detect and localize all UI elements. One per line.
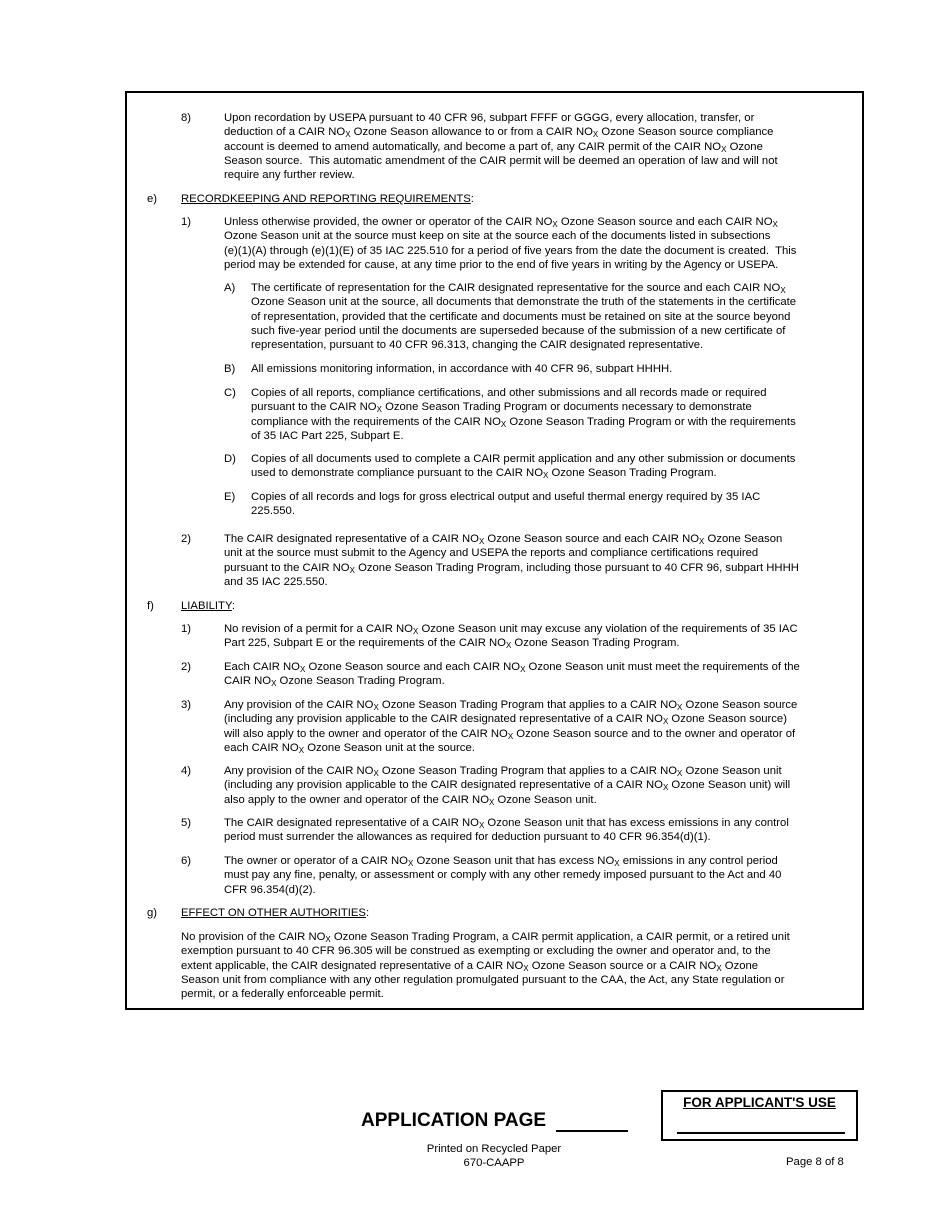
section-g-heading: [181, 906, 369, 920]
text-line: extent applicable, the CAIR designated representative of a CAIR $NO_X$ Ozone Season source or a CAIR $NO_X$ Ozone: [181, 959, 759, 973]
section-e-item-2-number: 2): [181, 533, 192, 545]
text-line: Each CAIR $NO_X$ Ozone Season source and each CAIR $NO_X$ Ozone Season unit must meet the requirements of the: [224, 661, 800, 674]
section-e-title: RECORDKEEPING AND REPORTING REQUIREMENTS: [181, 193, 471, 205]
subitem-c-label: C): [224, 387, 236, 399]
text-line: permit, or a federally enforceable permit.: [181, 988, 384, 1001]
text-line: require any further review.: [224, 169, 355, 182]
text-line: Part 225, Subpart E or the requirements of the CAIR $NO_X$ Ozone Season Trading Program.: [224, 637, 680, 651]
text-line: unit at the source must submit to the Agency and USEPA the reports and compliance certifications required: [224, 547, 759, 560]
text-line: Copies of all records and logs for gross electrical output and useful thermal energy required by 35 IAC: [251, 491, 761, 503]
text-line: (including any provision applicable to the CAIR designated representative of a CAIR $NO_X$ Ozone Season unit) will: [224, 779, 791, 793]
text-line: Unless otherwise provided, the owner or operator of the CAIR $NO_X$ Ozone Season source and each CAIR $NO_X$: [224, 216, 778, 229]
subitem-d-label: D): [224, 453, 236, 465]
text-line: Season unit from compliance with any other regulation promulgated pursuant to the CAA, the Act, any State regulation or: [181, 973, 785, 986]
section-e-item-1-number: 1): [181, 216, 192, 228]
text-line: Ozone Season unit at the source, all documents that demonstrate the truth of the statements in the certificate: [251, 296, 797, 309]
printed-on-recycled-paper: Printed on Recycled Paper: [426, 1143, 562, 1155]
text-line: will also apply to the owner and operator of the CAIR $NO_X$ Ozone Season source and to the owner and operator of: [224, 727, 796, 741]
application-page-number-blank: [556, 1130, 628, 1132]
subitem-d-text: [251, 452, 795, 481]
text-line: period must surrender the allowances as required for deduction pursuant to 40 CFR 96.354(d)(1).: [224, 831, 711, 844]
section-f-item-2-text: [224, 660, 800, 689]
text-line: period may be extended for cause, at any time prior to the end of five years in writing by the Agency or USEPA.: [224, 258, 779, 271]
text-line: Upon recordation by USEPA pursuant to 40 CFR 96, subpart FFFF or GGGG, every allocation, transfer, or: [224, 112, 755, 124]
subitem-b-text: [251, 362, 672, 376]
section-f-item-1-text: [224, 622, 798, 651]
section-f-item-6-text: [224, 854, 781, 897]
text-line: The CAIR designated representative of a CAIR $NO_X$ Ozone Season unit that has excess emissions in any control: [224, 817, 789, 830]
text-line: pursuant to the CAIR $NO_X$ Ozone Season Trading Program, including those pursuant to 40 CFR 96, subpart HHHH: [224, 561, 799, 575]
text-line: The CAIR designated representative of a CAIR $NO_X$ Ozone Season source and each CAIR $NO_X$ Ozone Season: [224, 533, 783, 546]
section-f-label: f): [147, 600, 154, 612]
text-line: used to demonstrate compliance pursuant to the CAIR $NO_X$ Ozone Season Trading Program.: [251, 467, 717, 481]
section-e-item-2-text: [224, 532, 799, 589]
section-f-heading: [181, 599, 235, 613]
text-line: Copies of all reports, compliance certifications, and other submissions and all records made or required: [251, 387, 767, 399]
text-line: representation, pursuant to 40 CFR 96.313, changing the CAIR designated representative.: [251, 339, 704, 352]
section-g-colon: :: [365, 907, 370, 919]
text-line: 225.550.: [251, 505, 295, 518]
subitem-a-text: [251, 281, 796, 352]
item-8-number: 8): [181, 112, 192, 124]
text-line: The owner or operator of a CAIR $NO_X$ Ozone Season unit that has excess $NO_X$ emissions in any control period: [224, 855, 778, 868]
text-line: such five-year period until the documents are superseded because of the submission of a new certificate of: [251, 324, 786, 337]
subitem-e-text: [251, 490, 760, 519]
form-code: 670-CAAPP: [463, 1157, 525, 1169]
text-line: CFR 96.354(d)(2).: [224, 883, 316, 896]
section-f-item-2-number: 2): [181, 661, 192, 673]
section-f-item-1-number: 1): [181, 623, 192, 635]
text-line: compliance with the requirements of the CAIR $NO_X$ Ozone Season Trading Program or with the requirements: [251, 415, 796, 429]
section-e-item-1-text: [224, 215, 796, 272]
applicant-use-title: FOR APPLICANT'S USE: [683, 1095, 836, 1110]
applicant-use-blank-line: [677, 1132, 845, 1134]
page-number: Page 8 of 8: [786, 1156, 844, 1168]
text-line: (including any provision applicable to the CAIR designated representative of a CAIR $NO_X$ Ozone Season source): [224, 713, 787, 727]
subitem-b-label: B): [224, 363, 236, 375]
text-line: No revision of a permit for a CAIR $NO_X$ Ozone Season unit may excuse any violation of the requirements of 35 IAC: [224, 623, 798, 636]
application-page-title: APPLICATION PAGE: [361, 1110, 547, 1131]
section-f-item-6-number: 6): [181, 855, 192, 867]
text-line: Season source. This automatic amendment of the CAIR permit will be deemed an operation of law and will not: [224, 154, 778, 167]
section-e-colon: :: [470, 193, 474, 205]
section-e-heading: [181, 192, 474, 206]
text-line: CAIR $NO_X$ Ozone Season Trading Program.: [224, 675, 445, 689]
section-g-text: [181, 930, 790, 1001]
section-f-item-3-text: [224, 698, 797, 755]
text-line: All emissions monitoring information, in accordance with 40 CFR 96, subpart HHHH.: [251, 363, 673, 375]
text-line: pursuant to the CAIR $NO_X$ Ozone Season Trading Program or documents necessary to demonstrate: [251, 401, 752, 415]
section-g-label: g): [147, 907, 158, 919]
text-line: of representation, provided that the certificate and documents must be retained on site at the source beyond: [251, 310, 791, 323]
text-line: also apply to the owner and operator of the CAIR $NO_X$ Ozone Season unit.: [224, 793, 597, 807]
text-line: Any provision of the CAIR $NO_X$ Ozone Season Trading Program that applies to a CAIR $NO_X$ Ozone Season source: [224, 699, 798, 712]
section-f-item-4-number: 4): [181, 765, 192, 777]
applicant-use-box: [661, 1090, 858, 1141]
section-f-item-4-text: [224, 764, 790, 807]
section-f-item-3-number: 3): [181, 699, 192, 711]
text-line: Any provision of the CAIR $NO_X$ Ozone Season Trading Program that applies to a CAIR $NO_X$ Ozone Season unit: [224, 765, 782, 778]
text-line: (e)(1)(A) through (e)(1)(E) of 35 IAC 225.510 for a period of five years from the date the document is created. This: [224, 244, 797, 257]
section-e-label: e): [147, 193, 158, 205]
text-line: The certificate of representation for the CAIR designated representative for the source and each CAIR $NO_X$: [251, 282, 786, 295]
text-line: No provision of the CAIR $NO_X$ Ozone Season Trading Program, a CAIR permit application, a CAIR permit, or a retired unit: [181, 931, 790, 944]
item-8-text: [224, 111, 778, 182]
text-line: each CAIR $NO_X$ Ozone Season unit at the source.: [224, 741, 475, 755]
text-line: exemption pursuant to 40 CFR 96.305 will be construed as exempting or excluding the owner and operator and, to the: [181, 945, 771, 958]
subitem-c-text: [251, 386, 796, 443]
section-f-title: LIABILITY: [181, 600, 232, 612]
text-line: of 35 IAC Part 225, Subpart E.: [251, 429, 404, 442]
subitem-e-label: E): [224, 491, 236, 503]
text-line: and 35 IAC 225.550.: [224, 575, 328, 588]
section-f-item-5-number: 5): [181, 817, 192, 829]
section-f-item-5-text: [224, 816, 789, 845]
text-line: deduction of a CAIR $NO_X$ Ozone Season allowance to or from a CAIR $NO_X$ Ozone Season source compliance: [224, 126, 774, 140]
section-f-colon: :: [231, 600, 236, 612]
text-line: Copies of all documents used to complete a CAIR permit application and any other submission or documents: [251, 453, 796, 465]
subitem-a-label: A): [224, 282, 236, 294]
text-line: must pay any fine, penalty, or assessment or comply with any other remedy imposed pursuant to the Act and 40: [224, 869, 782, 882]
text-line: Ozone Season unit at the source must keep on site at the source each of the documents listed in subsections: [224, 230, 771, 243]
section-g-title: EFFECT ON OTHER AUTHORITIES: [181, 907, 366, 919]
text-line: account is deemed to amend automatically, and become a part of, any CAIR permit of the CAIR $NO_X$ Ozone: [224, 140, 763, 154]
